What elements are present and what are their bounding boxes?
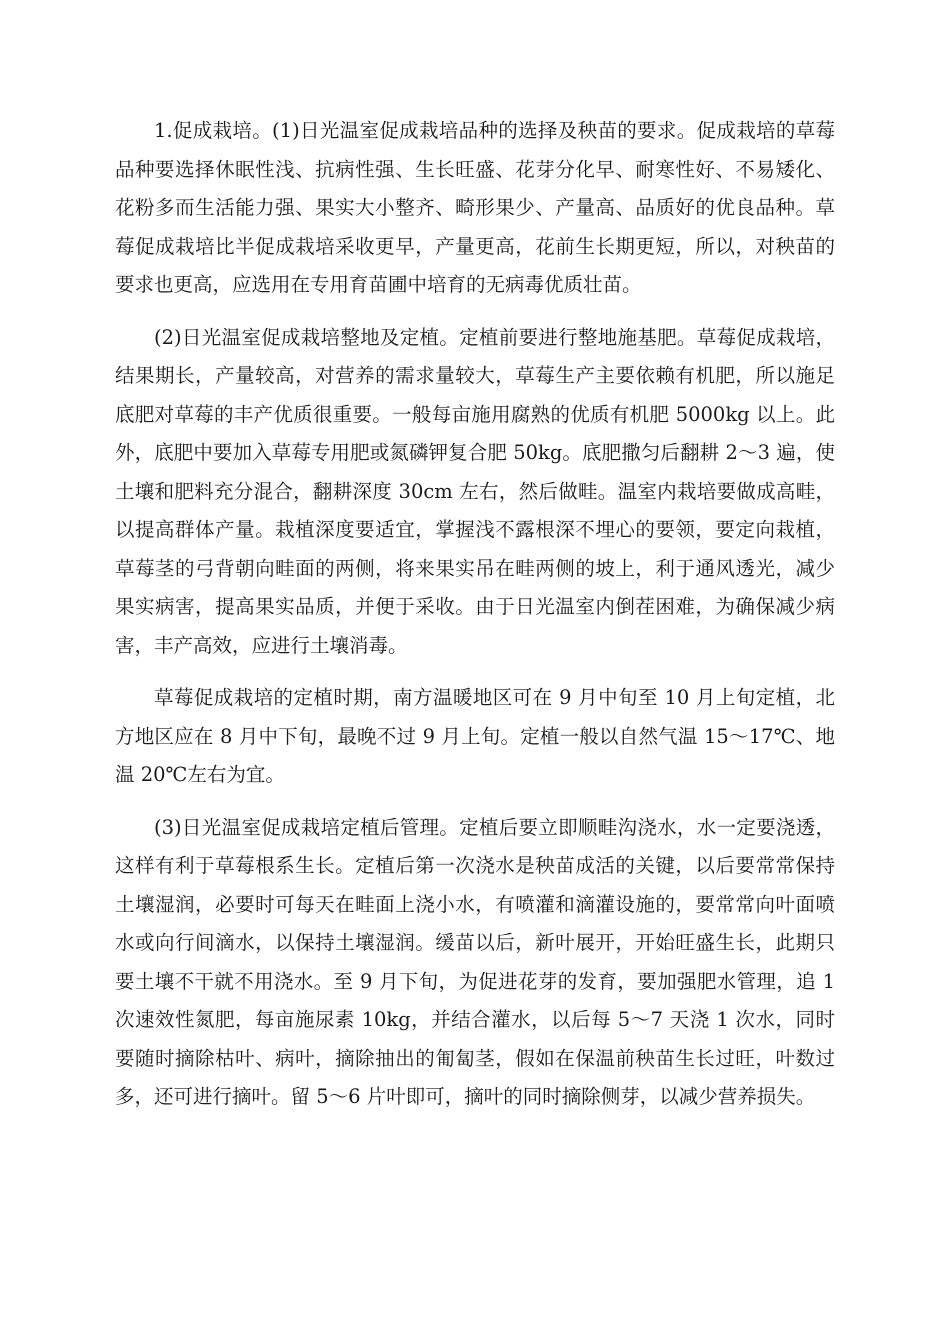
paragraph-post-planting-management: (3)日光温室促成栽培定植后管理。定植后要立即顺畦沟浇水，水一定要浇透，这样有利于草莓根系生长。定植后第一次浇水是秧苗成活的关键，以后要常常保持土壤湿润，必要时可每天在畦面上浇小水，有喷灌和滴灌设施的，要常常向叶面喷水或向行间滴水，以保持土壤湿润。缓苗以后，新叶展开，开始旺盛生长，此期只要土壤不干就不用浇水。至 9 月下旬，为促进花芽的发育，要加强肥水管理，追 1 次速效性氮肥，每亩施尿素 10kg，并结合灌水，以后每 5～7 天浇 1 次水，同时要随时摘除枯叶、病叶，摘除抽出的匍匐茎，假如在保温前秧苗生长过旺，叶数过多，还可进行摘叶。留 5～6 片叶即可，摘叶的同时摘除侧芽，以减少营养损失。 (115, 815, 835, 1108)
paragraph-land-preparation-planting: (2)日光温室促成栽培整地及定植。定植前要进行整地施基肥。草莓促成栽培，结果期长，产量较高，对营养的需求量较大，草莓生产主要依赖有机肥，所以施足底肥对草莓的丰产优质很重要。一般每亩施用腐熟的优质有机肥 5000kg 以上。此外，底肥中要加入草莓专用肥或氮磷钾复合肥 50kg。底肥撒匀后翻耕 2～3 遍，使土壤和肥料充分混合，翻耕深度 30cm 左右，然后做畦。温室内栽培要做成高畦，以提高群体产量。栽植深度要适宜，掌握浅不露根深不埋心的要领，要定向栽植，草莓茎的弓背朝向畦面的两侧，将来果实吊在畦两侧的坡上，利于通风透光，减少果实病害，提高果实品质，并便于采收。由于日光温室内倒茬困难，为确保减少病害，丰产高效，应进行土壤消毒。 (115, 325, 835, 657)
paragraph-promoted-cultivation-varieties: 1.促成栽培。(1)日光温室促成栽培品种的选择及秧苗的要求。促成栽培的草莓品种要选择休眠性浅、抗病性强、生长旺盛、花芽分化早、耐寒性好、不易矮化、花粉多而生活能力强、果实大小整齐、畸形果少、产量高、品质好的优良品种。草莓促成栽培比半促成栽培采收更早，产量更高，花前生长期更短，所以，对秧苗的要求也更高，应选用在专用育苗圃中培育的无病毒优质壮苗。 (115, 119, 835, 296)
paragraph-planting-period: 草莓促成栽培的定植时期，南方温暖地区可在 9 月中旬至 10 月上旬定植，北方地区应在 8 月中下旬，最晚不过 9 月上旬。定植一般以自然气温 15～17℃、地温 20℃左右为宜。 (115, 686, 835, 786)
document-body (115, 112, 835, 1131)
